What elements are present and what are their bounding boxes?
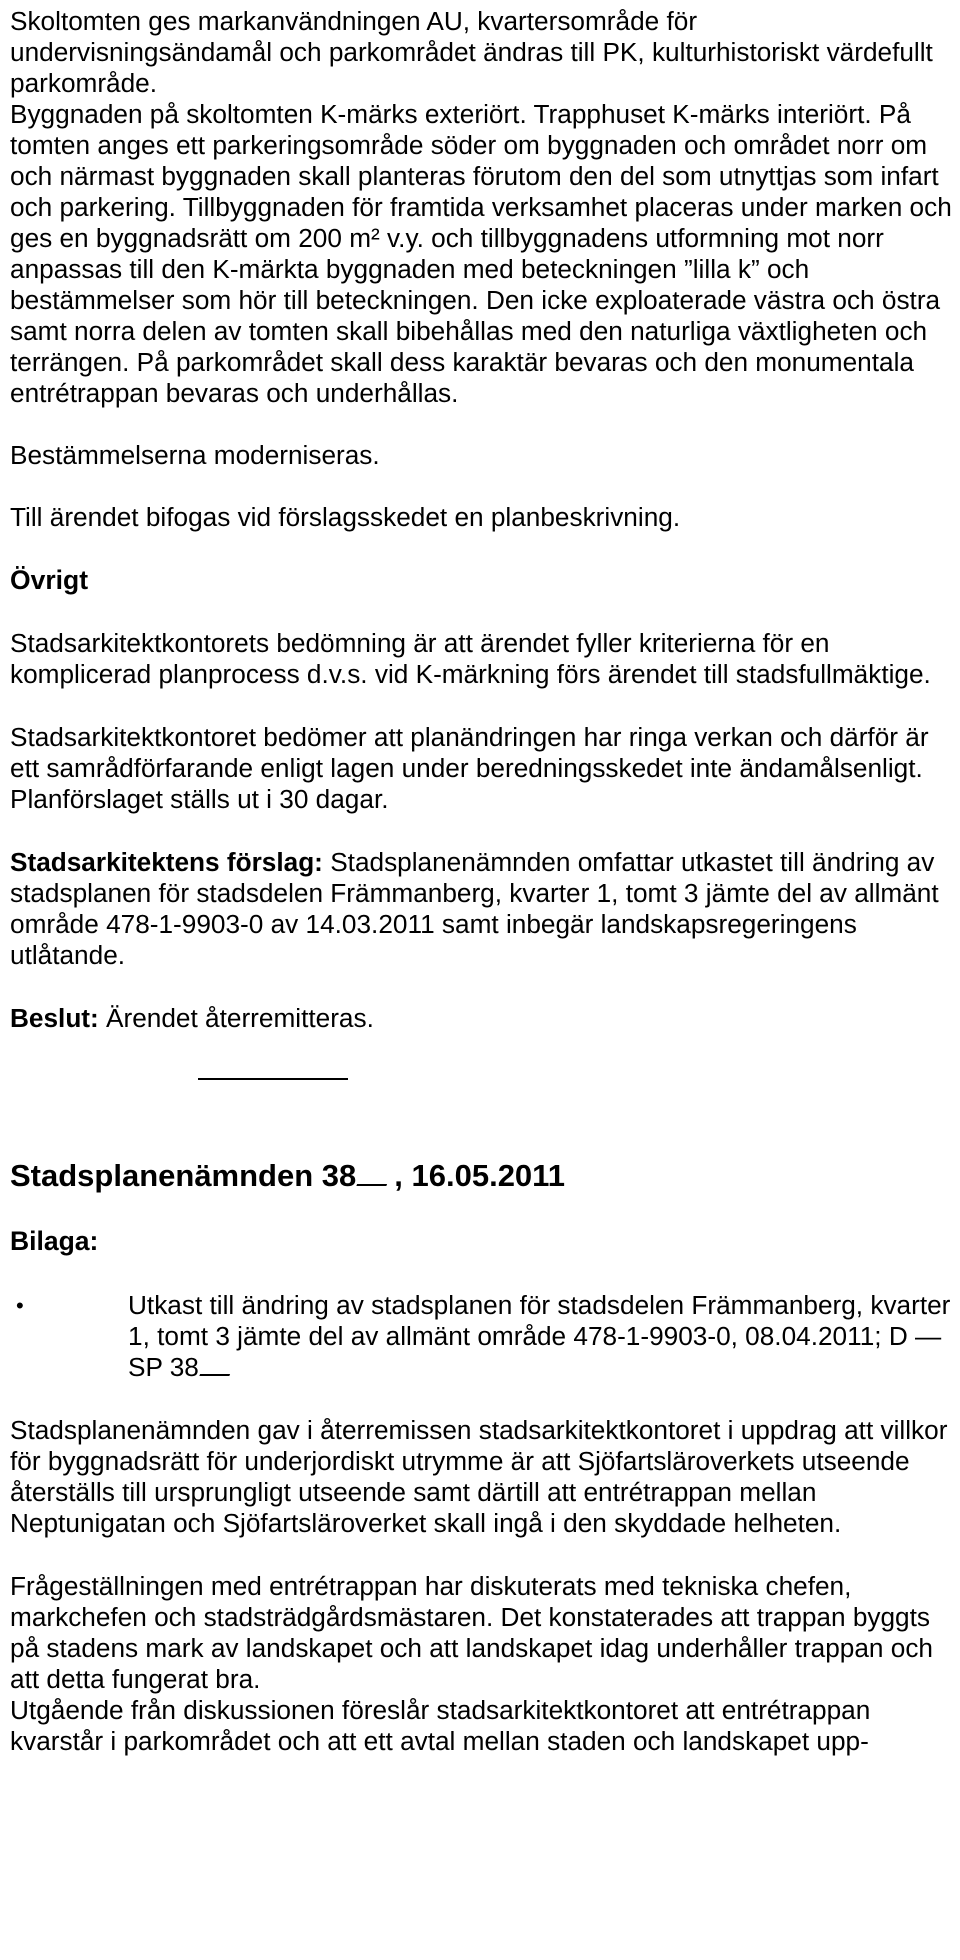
paragraph-assessment: Stadsarkitektkontorets bedömning är att ärendet fyller kriterierna för en komplicerad planprocess d.v.s. vid K-märkning förs ärendet till stadsfullmäktige. <box>10 628 931 689</box>
proposal-text: Stadsplanenämnden omfattar utkastet till ändring av stadsplanen för stadsdelen Främmanberg, kvarter 1, tomt 3 jämte del av allmänt område 478-1-9903-0 av 14.03.2011 samt inbegär landskapsregeringens utlåtande. <box>10 847 939 970</box>
paragraph-land-use: Skoltomten ges markanvändningen AU, kvartersområde för undervisningsändamål och parkområdet ändras till PK, kulturhistoriskt värdefullt parkområde. <box>10 6 933 98</box>
attachment-list-item <box>10 1290 955 1383</box>
separator-line <box>198 1078 348 1080</box>
paragraph-remiss: Stadsplanenämnden gav i återremissen stadsarkitektkontoret i uppdrag att villkor för byggnadsrätt för underjordiskt utrymme är att Sjöfartsläroverkets utseende återställs till ursprungligt utseende samt därtill att entrétrappan mellan Neptunigatan och Sjöfartsläroverket skall ingå i den skyddade helheten. <box>10 1415 948 1538</box>
paragraph-building-protection: Byggnaden på skoltomten K-märks exteriört. Trapphuset K-märks interiört. På tomten anges ett parkeringsområde söder om byggnaden och området norr om och närmast byggnaden skall planteras förutom den del som utnyttjas som infart och parkering. Tillbyggnaden för framtida verksamhet placeras under marken och ges en byggnadsrätt om 200 m² v.y. och tillbyggnadens utformning mot norr anpassas till den K-märkta byggnaden med beteckningen ”lilla k” och bestämmelser som hör till beteckningen. Den icke exploaterade västra och östra samt norra delen av tomten skall bibehållas med den naturliga växtligheten och terrängen. På parkområdet skall dess karaktär bevaras och den monumentala entrétrappan bevaras och underhållas. <box>10 99 952 408</box>
paragraph-conclusion: Utgående från diskussionen föreslår stadsarkitektkontoret att entrétrappan kvarstår i parkområdet och att ett avtal mellan staden och landskapet upp- <box>10 1695 871 1756</box>
paragraph-plan-description: Till ärendet bifogas vid förslagsskedet en planbeskrivning. <box>10 502 681 532</box>
attachment-title: Utkast till ändring av stadsplanen för stadsdelen Främmanberg, kvarter 1, tomt 3 jämte del av allmänt område 478-1-9903-0, 08.04.2011; D — SP 38 <box>128 1290 951 1382</box>
proposal-label: Stadsarkitektens förslag: <box>10 847 323 877</box>
paragraph-proposal <box>10 847 955 971</box>
section-heading <box>10 1158 955 1194</box>
section-heading-date: , 16.05.2011 <box>394 1158 565 1193</box>
attachment-underline-mark <box>199 1356 236 1376</box>
decision-label: Beslut: <box>10 1003 99 1033</box>
heading-ovrigt: Övrigt <box>10 565 89 595</box>
paragraph-consultation: Stadsarkitektkontoret bedömer att planändringen har ringa verkan och därför är ett samrådförfarande enligt lagen under beredningsskedet inte ändamålsenligt. Planförslaget ställs ut i 30 dagar. <box>10 722 929 814</box>
paragraph-decision <box>10 1003 955 1034</box>
paragraph-stair-discussion: Frågeställningen med entrétrappan har diskuterats med tekniska chefen, markchefen och stadsträdgårdsmästaren. Det konstaterades att trappan byggts på stadens mark av landskapet och att landskapet idag underhåller trappan och att detta fungerat bra. <box>10 1571 933 1694</box>
paragraph-modernisation: Bestämmelserna moderniseras. <box>10 440 380 470</box>
decision-text: Ärendet återremitteras. <box>98 1003 374 1033</box>
section-underline-mark <box>357 1166 394 1186</box>
bullet-icon: • <box>16 1293 24 1318</box>
attachment-text <box>128 1290 955 1383</box>
section-heading-title: Stadsplanenämnden 38 <box>10 1158 357 1193</box>
heading-bilaga: Bilaga: <box>10 1226 99 1256</box>
